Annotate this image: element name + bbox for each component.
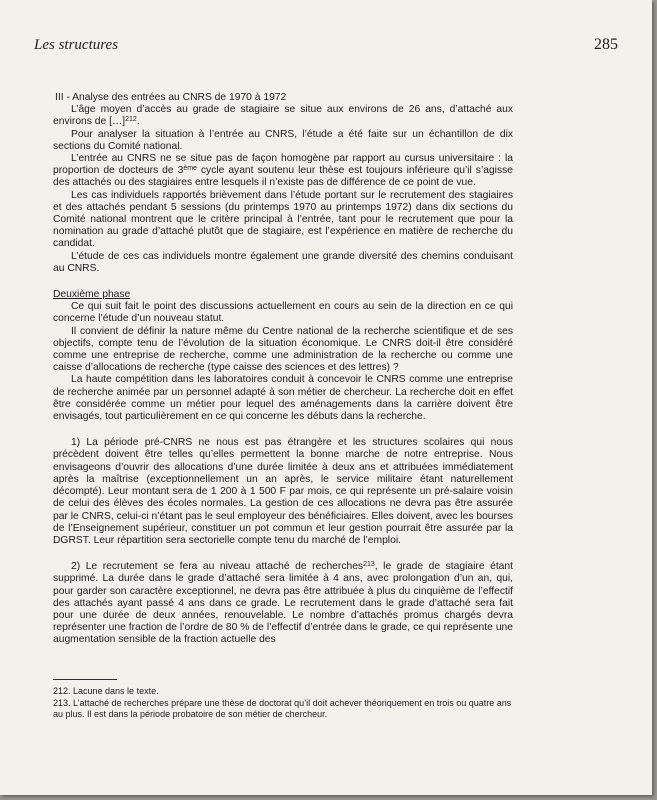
footnote-ref-212: 212 bbox=[125, 116, 137, 124]
page-number: 285 bbox=[594, 36, 618, 53]
running-head bbox=[34, 36, 618, 54]
running-title: Les structures bbox=[34, 37, 119, 53]
ordinal-superscript: ème bbox=[183, 165, 197, 173]
paragraph: La haute compétition dans les laboratoires conduit à concevoir le CNRS comme une entreprise de recherche animée par un personnel adapté à son métier de chercheur. La recherche doit en effet être considérée comme un métier pour lequel des aménagements dans la carrière doivent être envisagés, tout particulièrement en ce qui concerne les débuts dans la recherche. bbox=[53, 374, 513, 423]
body-text bbox=[53, 92, 513, 647]
paragraph: Ce qui suit fait le point des discussions actuellement en cours au sein de la direction en ce qui concerne l’étude d’un nouveau statut. bbox=[53, 301, 513, 325]
paragraph-text: cycle ayant soutenu leur thèse est toujours inférieure qu’il s’agisse des attachés ou des stagiaires entre lesquels il n’existe pas de différence de ce point de vue. bbox=[53, 165, 513, 189]
paragraph-text: L’entrée au CNRS ne se situe pas de façon homogène par rapport au cursus universitaire : la proportion de docteurs de 3 bbox=[53, 153, 513, 177]
footnote-212: 212. Lacune dans le texte. bbox=[53, 686, 159, 696]
section-heading: III - Analyse des entrées au CNRS de 1970 à 1972 bbox=[55, 92, 287, 103]
numbered-paragraph-1: 1) La période pré-CNRS ne nous est pas étrangère et les structures scolaires qui nous précèdent doivent être telles qu’elles permettent la bonne marche de notre entreprise. Nous envisageons d’ouvrir des allocations d’une durée limitée à deux ans et attribuées immédiatement après la maîtrise (exceptionnellement un an après, le service militaire étant naturellement décompté). Leur montant sera de 1 200 à 1 500 F par mois, ce qui représente un pré-salaire voisin de celui des élèves des écoles normales. La gestion de ces allocations ne devra pas être assurée par le CNRS, celui-ci n’étant pas le seul employeur des bénéficiaires. Elles doivent, avec les bourses de l’Enseignement supérieur, constituer un pot commun et leur gestion pourrait être assurée par la DGRST. Leur répartition sera sectorielle compte tenu du marché de l’emploi. bbox=[53, 437, 513, 546]
footnote-divider bbox=[53, 679, 117, 680]
numbered-paragraph-2 bbox=[53, 561, 513, 646]
spacer bbox=[53, 423, 513, 437]
paragraph-text: , le grade de stagiaire étant supprimé. La durée dans le grade d’attaché sera limitée à 4 ans, avec prolongation d’un an, qui, pour garder son caractère exceptionnel, ne devra pas être attribuée à plus du cinquième de l’effectif des attachés ayant passé 4 ans dans ce grade. Le recrutement dans le grade d’attaché sera fait pour une durée de deux années, renouvelable. Le nombre d’attachés promus chargés devra représenter une fraction de l’ordre de 80 % de l’effectif d’entrée dans le grade, ce qui représente une augmentation sensible de la fraction actuelle des bbox=[53, 561, 513, 646]
footnotes bbox=[53, 686, 513, 721]
paragraph: Pour analyser la situation à l’entrée au CNRS, l’étude a été faite sur un échantillon de dix sections du Comité national. bbox=[53, 128, 513, 152]
paragraph-text: L’âge moyen d’accès au grade de stagiaire se situe aux environs de 26 ans, d’attaché aux environs de […] bbox=[53, 104, 513, 128]
footnote-ref-213: 213 bbox=[363, 561, 375, 569]
paragraph: L’étude de ces cas individuels montre également une grande diversité des chemins conduisant au CNRS. bbox=[53, 250, 513, 274]
paragraph bbox=[53, 153, 513, 190]
spacer bbox=[53, 547, 513, 561]
paragraph-end: . bbox=[136, 116, 140, 128]
paragraph-text: 2) Le recrutement se fera au niveau attaché de recherches bbox=[71, 561, 364, 573]
phase-heading-text: Deuxième phase bbox=[53, 289, 131, 301]
paragraph: Il convient de définir la nature même du Centre national de la recherche scientifique et de ses objectifs, compte tenu de l’évolution de la situation économique. Le CNRS doit-il être considéré comme une entreprise de recherche, comme une administration de la recherche ou comme une caisse d’allocations de recherche (type caisse des sciences et des lettres) ? bbox=[53, 325, 513, 374]
footnote-213: 213. L’attaché de recherches prépare une thèse de doctorat qu’il doit achever théoriquement en trois ou quatre ans au plus. Il est dans la période probatoire de son métier de chercheur. bbox=[53, 697, 512, 719]
phase-heading bbox=[53, 289, 513, 301]
paragraph: Les cas individuels rapportés brièvement dans l’étude portant sur le recrutement des stagiaires et des attachés pendant 5 sessions (du printemps 1970 au printemps 1972) dans dix sections du Comité national montrent que le critère principal à l’entrée, tant pour le recrutement que pour la nomination au grade d’attaché plutôt que de stagiaire, est l’expérience en matière de recherche du candidat. bbox=[53, 189, 513, 250]
paragraph bbox=[53, 104, 513, 128]
